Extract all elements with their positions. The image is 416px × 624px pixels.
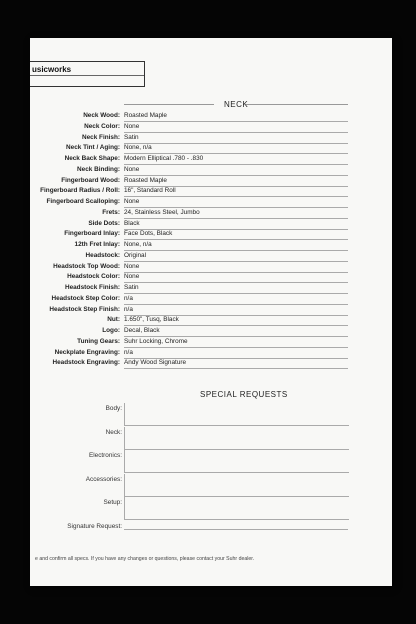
- spec-row: [30, 327, 392, 337]
- spec-row: [30, 273, 392, 283]
- request-field[interactable]: [124, 497, 349, 520]
- spec-value[interactable]: Face Dots, Black: [124, 230, 173, 238]
- spec-label: Headstock Engraving:: [52, 359, 120, 367]
- spec-value[interactable]: None: [124, 262, 140, 270]
- spec-label: Logo:: [102, 327, 120, 334]
- spec-value[interactable]: Decal, Black: [124, 327, 160, 334]
- spec-row: [30, 263, 392, 273]
- spec-row: [30, 241, 392, 251]
- spec-row: [30, 284, 392, 294]
- spec-label: Headstock:: [85, 251, 120, 259]
- spec-value[interactable]: n/a: [124, 294, 133, 302]
- spec-value[interactable]: Original: [124, 251, 147, 259]
- request-row: [30, 403, 392, 427]
- spec-row: [30, 177, 392, 187]
- spec-value[interactable]: Modern Elliptical .780 - .830: [124, 155, 204, 162]
- request-row: [30, 474, 392, 498]
- spec-value[interactable]: 16", Standard Roll: [124, 187, 176, 195]
- spec-value[interactable]: Andy Wood Signature: [124, 359, 187, 367]
- spec-row: [30, 252, 392, 262]
- spec-label: Neck Wood:: [83, 112, 120, 119]
- spec-value[interactable]: Roasted Maple: [124, 112, 167, 119]
- spec-row: [30, 144, 392, 154]
- spec-row: [30, 349, 392, 359]
- spec-value[interactable]: n/a: [124, 305, 133, 313]
- spec-value[interactable]: 24, Stainless Steel, Jumbo: [124, 208, 200, 216]
- spec-label: Fingerboard Radius / Roll:: [40, 187, 120, 195]
- request-row: [30, 427, 392, 451]
- neck-title-rule-left: [124, 104, 214, 105]
- request-label: Setup:: [103, 499, 122, 506]
- spec-sheet: [30, 38, 392, 586]
- request-field[interactable]: [124, 403, 349, 426]
- spec-label: Neck Color:: [84, 122, 120, 130]
- spec-value[interactable]: 1.650", Tusq, Black: [124, 316, 179, 324]
- spec-row: [30, 112, 392, 122]
- spec-row: [30, 295, 392, 305]
- spec-row: [30, 187, 392, 197]
- spec-value[interactable]: Black: [124, 219, 140, 227]
- spec-row: [30, 316, 392, 326]
- spec-row: [30, 155, 392, 165]
- spec-label: Frets:: [102, 208, 120, 216]
- request-label: Body:: [105, 405, 122, 412]
- request-row: [30, 497, 392, 521]
- spec-value[interactable]: None: [124, 122, 140, 130]
- spec-row: [30, 209, 392, 219]
- spec-label: Neck Back Shape:: [64, 155, 120, 162]
- request-field[interactable]: [124, 450, 349, 473]
- special-requests-title: SPECIAL REQUESTS: [200, 390, 288, 399]
- request-label: Electronics:: [88, 452, 122, 459]
- spec-row: [30, 134, 392, 144]
- spec-value[interactable]: None, n/a: [124, 144, 152, 152]
- spec-label: Headstock Step Color:: [51, 294, 120, 302]
- footer-note: e and confirm all specs. If you have any changes or questions, please contact your Suhr dealer.: [35, 556, 255, 562]
- spec-row: [30, 306, 392, 316]
- spec-label: Headstock Finish:: [64, 284, 120, 291]
- spec-label: Headstock Color:: [67, 273, 120, 281]
- spec-value[interactable]: None: [124, 165, 140, 173]
- spec-label: Neck Tint / Aging:: [66, 144, 120, 152]
- header-divider: [30, 75, 144, 76]
- spec-row: [30, 338, 392, 348]
- spec-value[interactable]: Satin: [124, 133, 139, 141]
- spec-row: [30, 220, 392, 230]
- spec-value[interactable]: None, n/a: [124, 241, 152, 248]
- spec-row: [30, 166, 392, 176]
- request-label: Accessories:: [85, 475, 122, 483]
- spec-label: Neck Binding:: [77, 165, 120, 173]
- request-row: [30, 521, 392, 545]
- spec-value[interactable]: Suhr Locking, Chrome: [124, 337, 188, 345]
- spec-underline: [124, 368, 348, 369]
- neck-title-rule-right: [246, 104, 348, 105]
- company-header: [30, 61, 145, 87]
- spec-row: [30, 230, 392, 240]
- request-field[interactable]: [124, 474, 349, 497]
- spec-label: Headstock Top Wood:: [53, 262, 120, 270]
- request-row: [30, 450, 392, 474]
- spec-value[interactable]: None: [124, 273, 140, 281]
- spec-label: Neck Finish:: [82, 133, 120, 141]
- spec-label: Side Dots:: [88, 219, 120, 227]
- spec-value[interactable]: None: [124, 198, 140, 205]
- signature-line[interactable]: [124, 521, 348, 530]
- neck-section-title: NECK: [224, 100, 249, 109]
- spec-row: [30, 359, 392, 369]
- spec-value[interactable]: Satin: [124, 284, 139, 291]
- spec-label: 12th Fret Inlay:: [74, 241, 120, 248]
- request-label: Neck:: [105, 428, 122, 436]
- spec-label: Tuning Gears:: [77, 337, 120, 345]
- spec-row: [30, 123, 392, 133]
- spec-label: Nut:: [107, 316, 120, 324]
- request-field[interactable]: [124, 427, 349, 450]
- spec-label: Neckplate Engraving:: [54, 348, 120, 356]
- spec-row: [30, 198, 392, 208]
- spec-label: Fingerboard Scalloping:: [46, 198, 120, 205]
- spec-value[interactable]: Roasted Maple: [124, 176, 167, 184]
- spec-label: Fingerboard Wood:: [61, 176, 120, 184]
- spec-label: Headstock Step Finish:: [49, 305, 120, 313]
- spec-label: Fingerboard Inlay:: [64, 230, 120, 238]
- spec-value[interactable]: n/a: [124, 348, 133, 356]
- company-name: usicworks: [32, 65, 72, 74]
- request-label: Signature Request:: [67, 522, 122, 530]
